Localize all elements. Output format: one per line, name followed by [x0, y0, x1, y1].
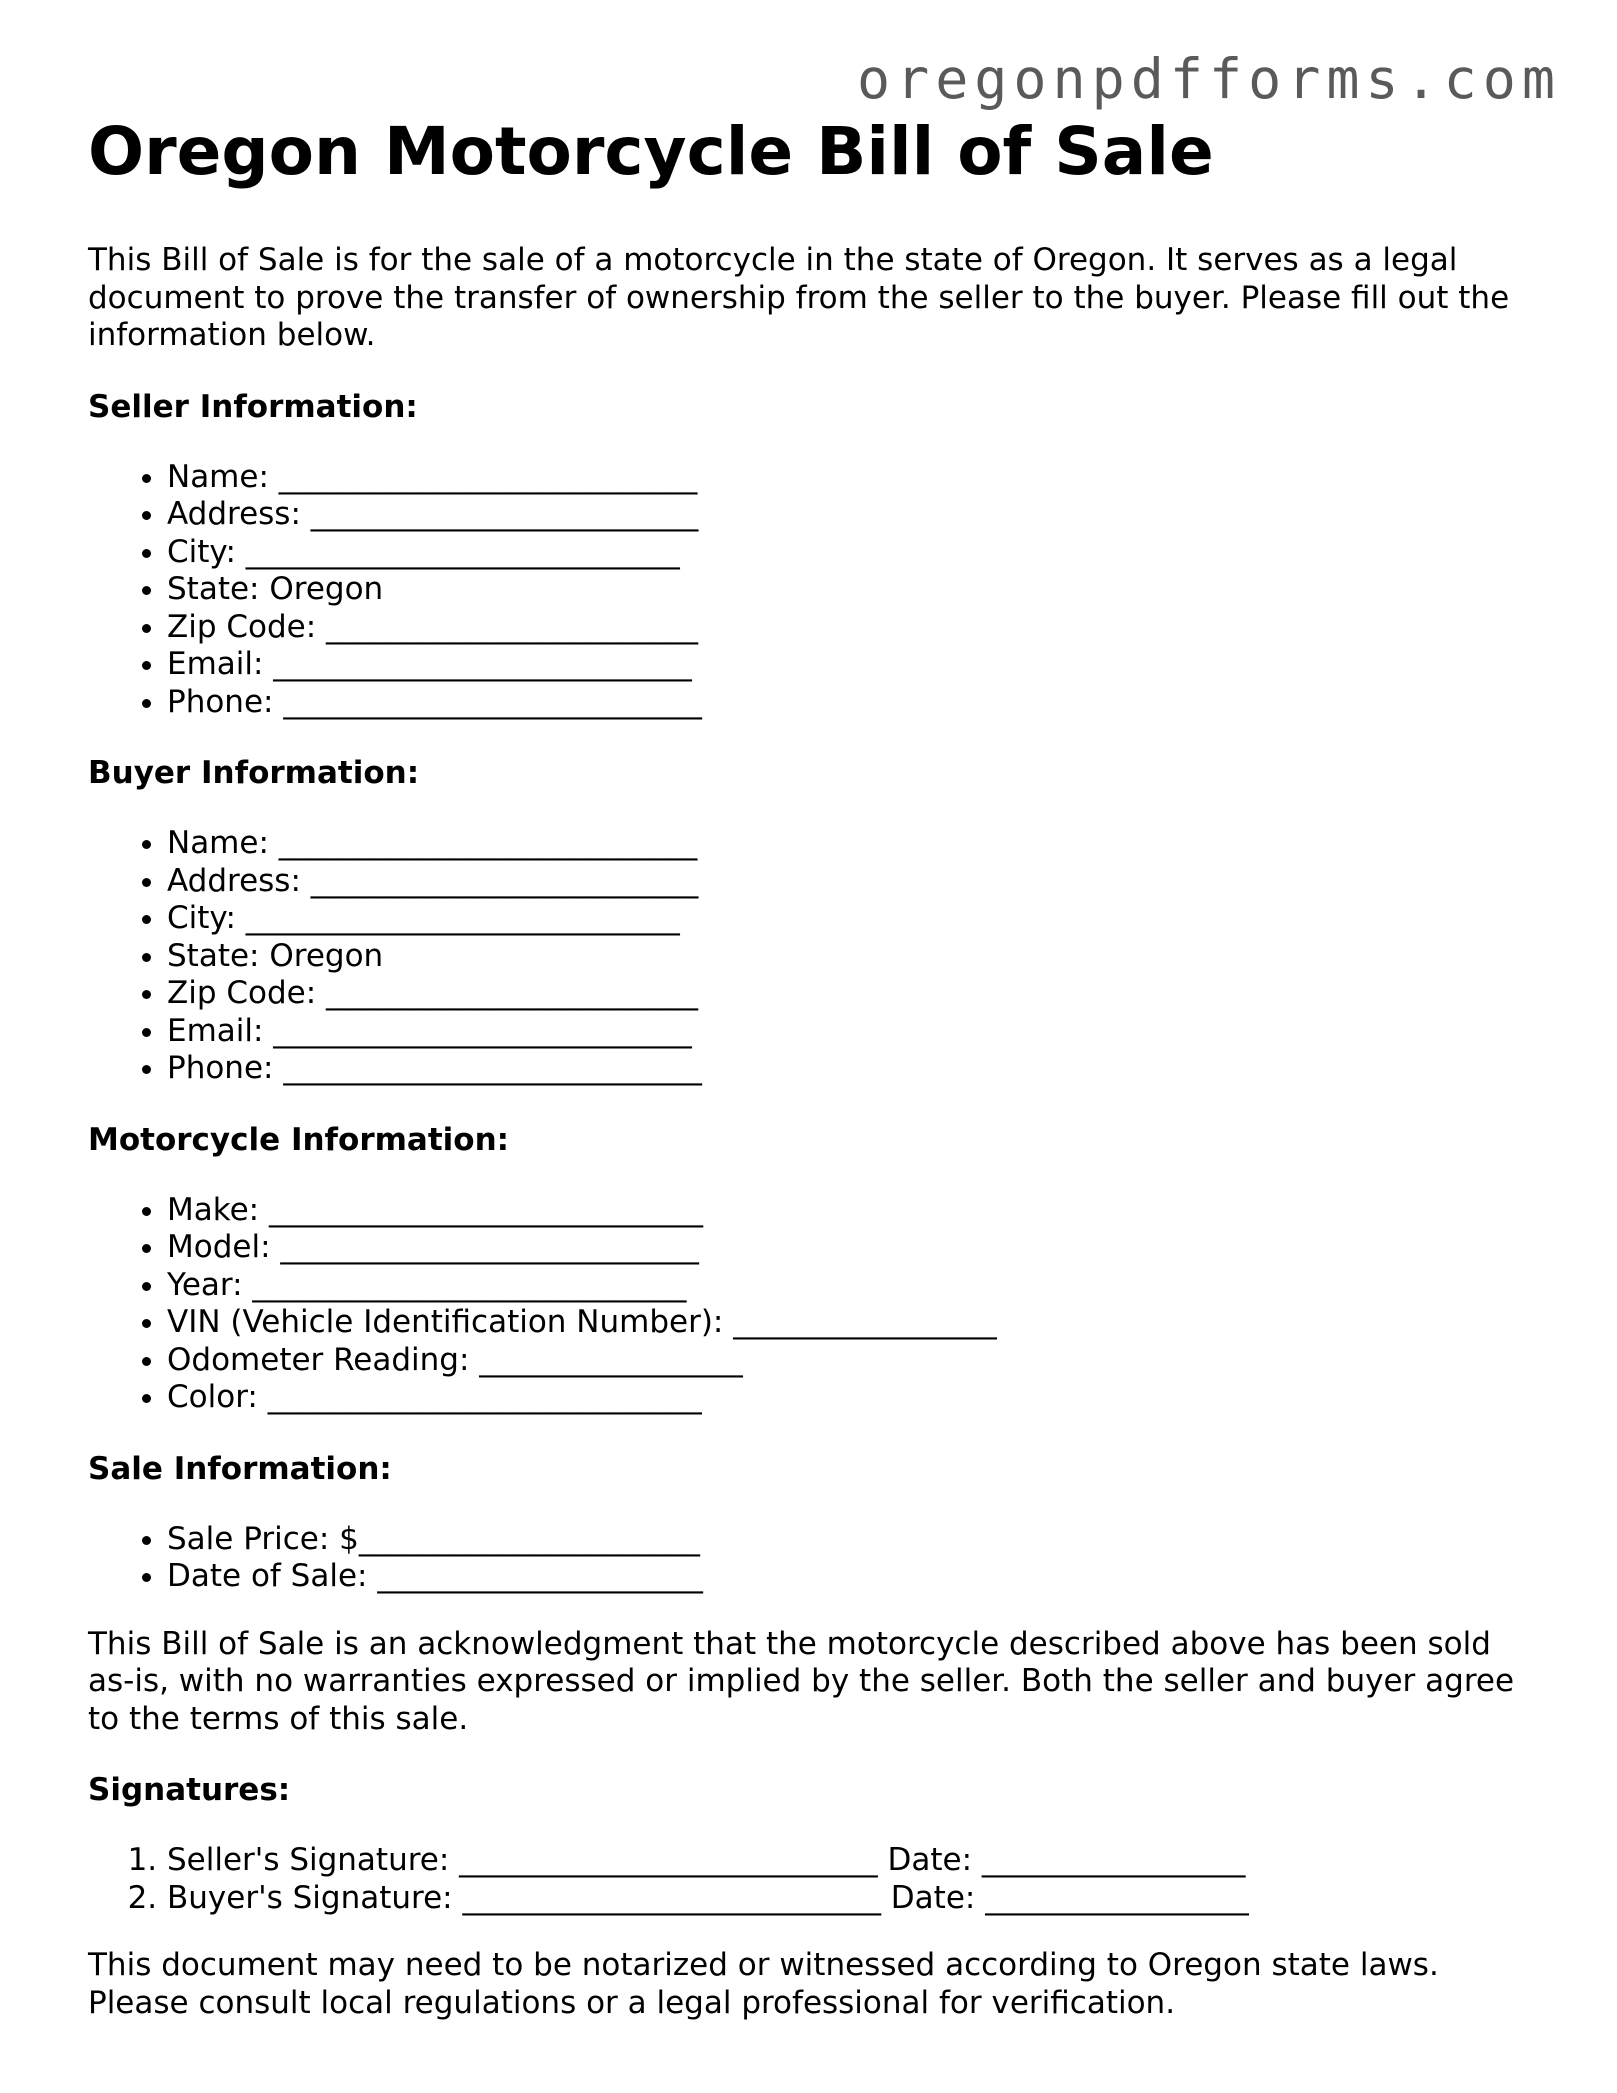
buyer-address-field: • Address: _________________________ [167, 863, 1538, 901]
seller-zip-field: • Zip Code: ________________________ [167, 609, 1538, 647]
notice-paragraph: This document may need to be notarized or witnessed according to Oregon state laws. Please consult local regulations or a legal professional for verification. [88, 1947, 1439, 2021]
motorcycle-section-heading: Motorcycle Information: [88, 1121, 510, 1158]
seller-name-field: • Name: ___________________________ [167, 459, 1538, 497]
buyer-section-heading: Buyer Information: [88, 755, 420, 791]
buyer-zip-field: • Zip Code: ________________________ [167, 975, 1538, 1013]
motorcycle-vin-field: • VIN (Vehicle Identification Number): _________________ [167, 1304, 1538, 1342]
seller-email-field: • Email: ___________________________ [167, 646, 1538, 684]
motorcycle-odometer-field: • Odometer Reading: _________________ [167, 1342, 1538, 1380]
sale-fields-list [88, 1521, 1538, 1596]
signatures-list [88, 1842, 1538, 1917]
seller-state-field: • State: Oregon [167, 571, 1538, 609]
document-page [88, 112, 1538, 2022]
buyer-name-field: • Name: ___________________________ [167, 825, 1538, 863]
sale-price-field: • Sale Price: $______________________ [167, 1521, 1538, 1559]
buyer-phone-field: • Phone: ___________________________ [167, 1050, 1538, 1088]
motorcycle-make-field: • Make: ____________________________ [167, 1192, 1538, 1230]
buyer-fields-list [88, 825, 1538, 1088]
buyer-state-field: • State: Oregon [167, 938, 1538, 976]
acknowledgment-paragraph: This Bill of Sale is an acknowledgment that the motorcycle described above has been sold as-is, with no warranties expressed or implied by the seller. Both the seller and buyer agree to the terms of this sale. [88, 1625, 1515, 1737]
seller-city-field: • City: ____________________________ [167, 534, 1538, 572]
motorcycle-fields-list [88, 1192, 1538, 1417]
page-title: Oregon Motorcycle Bill of Sale [88, 113, 1214, 190]
sale-date-field: • Date of Sale: _____________________ [167, 1558, 1538, 1596]
seller-address-field: • Address: _________________________ [167, 496, 1538, 534]
seller-fields-list [88, 459, 1538, 722]
signatures-section-heading: Signatures: [88, 1772, 291, 1808]
motorcycle-year-field: • Year: ____________________________ [167, 1267, 1538, 1305]
intro-paragraph: This Bill of Sale is for the sale of a motorcycle in the state of Oregon. It serves as a legal document to prove the transfer of ownership from the seller to the buyer. Please fill out the information below. [88, 242, 1510, 353]
motorcycle-color-field: • Color: ____________________________ [167, 1379, 1538, 1417]
seller-section-heading: Seller Information: [88, 388, 418, 425]
sale-section-heading: Sale Information: [88, 1450, 392, 1487]
seller-phone-field: • Phone: ___________________________ [167, 684, 1538, 722]
buyer-signature-line: 2. Buyer's Signature: ___________________________ Date: _________________ [167, 1880, 1538, 1918]
buyer-city-field: • City: ____________________________ [167, 900, 1538, 938]
site-watermark: oregonpdfforms.com [856, 47, 1561, 111]
seller-signature-line: 1. Seller's Signature: ___________________________ Date: _________________ [167, 1842, 1538, 1880]
motorcycle-model-field: • Model: ___________________________ [167, 1229, 1538, 1267]
buyer-email-field: • Email: ___________________________ [167, 1013, 1538, 1051]
